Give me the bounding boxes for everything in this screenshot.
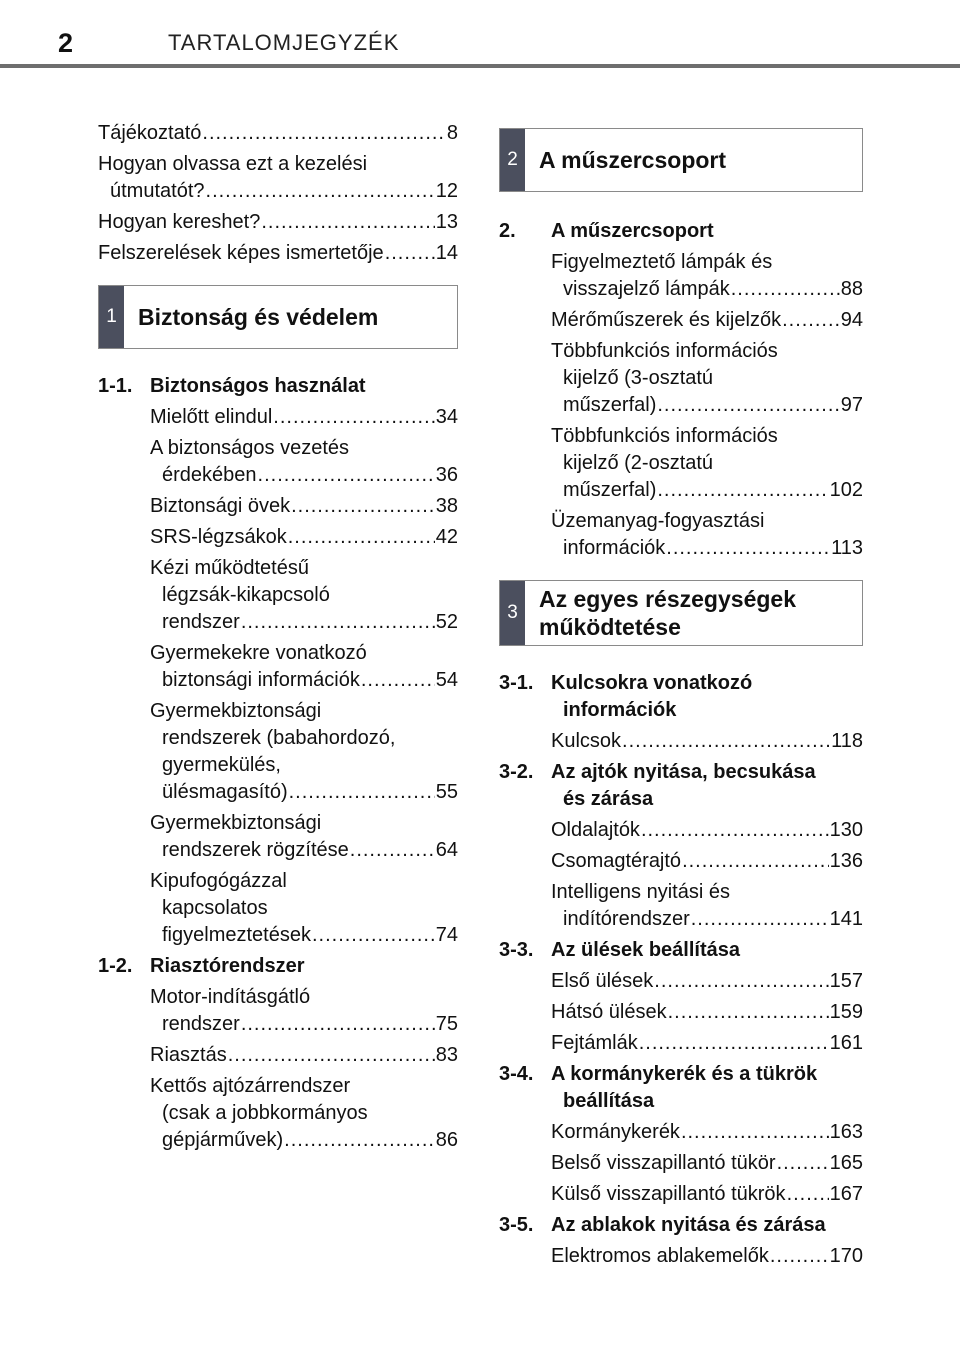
toc-entry-text: Gyermekbiztonsági xyxy=(150,812,322,834)
toc-entry[interactable] xyxy=(499,338,863,419)
dot-leader xyxy=(350,837,435,864)
toc-entry-text: figyelmeztetések xyxy=(162,924,311,946)
dot-leader xyxy=(291,493,435,520)
toc-entry[interactable] xyxy=(98,435,458,489)
toc-entry[interactable] xyxy=(499,879,863,933)
toc-page-number: 42 xyxy=(435,526,458,548)
toc-entry-text: Többfunkciós információs xyxy=(551,340,778,362)
chapter-title-line: Az egyes részegységek xyxy=(539,586,796,612)
dot-leader xyxy=(258,462,435,489)
toc-entry-text: Gyermekbiztonsági xyxy=(150,700,322,722)
section-title-line: Az ülések beállítása xyxy=(551,939,740,961)
toc-entry-text: visszajelző lámpák xyxy=(563,278,730,300)
toc-entry-row xyxy=(551,276,863,303)
chapter-title: Biztonság és védelem xyxy=(138,304,379,330)
dot-leader xyxy=(228,1042,435,1069)
toc-entry-text: Hogyan olvassa ezt a kezelési xyxy=(98,153,368,175)
toc-entry-text: Üzemanyag-fogyasztási xyxy=(551,510,765,532)
dot-leader xyxy=(202,120,445,147)
toc-entry-row xyxy=(551,848,863,875)
dot-leader xyxy=(691,906,829,933)
toc-entry-text: Hátsó ülések xyxy=(551,1001,667,1023)
toc-entry-row xyxy=(150,524,458,551)
toc-entry[interactable] xyxy=(499,249,863,303)
toc-entry-text: Biztonsági övek xyxy=(150,495,291,517)
toc-page-number: 64 xyxy=(435,839,458,861)
toc-entry[interactable] xyxy=(98,698,458,806)
toc-entry-text: Tájékoztató xyxy=(98,122,202,144)
toc-entry-text: Első ülések xyxy=(551,970,654,992)
section-title xyxy=(551,218,863,245)
toc-entry[interactable] xyxy=(98,524,458,551)
dot-leader xyxy=(639,1030,829,1057)
section-heading[interactable] xyxy=(98,953,458,980)
toc-page-number: 165 xyxy=(829,1152,863,1174)
section-number: 3-3. xyxy=(499,939,534,961)
section-title-line: A műszercsoport xyxy=(551,220,714,242)
toc-entry-text: kijelző (2-osztatú xyxy=(563,452,714,474)
toc-entry-text: Kézi működtetésű xyxy=(150,557,309,579)
header-divider xyxy=(0,64,960,68)
toc-entry-row xyxy=(150,1011,458,1038)
toc-entry-text: ülésmagasító) xyxy=(162,781,288,803)
toc-entry-row xyxy=(551,1030,863,1057)
toc-page-number: 12 xyxy=(435,180,458,202)
toc-entry-text: SRS-légzsákok xyxy=(150,526,287,548)
toc-entry-text: Kettős ajtózárrendszer xyxy=(150,1075,351,1097)
dot-leader xyxy=(622,728,830,755)
section-number: 1-1. xyxy=(98,375,133,397)
dot-leader xyxy=(731,276,840,303)
section-title xyxy=(150,373,458,400)
toc-entry-row xyxy=(551,535,863,562)
toc-entry-text: Felszerelések képes ismertetője xyxy=(98,242,384,264)
section-heading[interactable] xyxy=(98,373,458,400)
toc-entry-row xyxy=(150,779,458,806)
dot-leader xyxy=(654,968,828,995)
toc-entry-row xyxy=(150,404,458,431)
toc-entry-text: Csomagtérajtó xyxy=(551,850,682,872)
toc-entry-row xyxy=(150,922,458,949)
toc-entry-text: kijelző (3-osztatú xyxy=(563,367,714,389)
toc-page-number: 83 xyxy=(435,1044,458,1066)
section-title-line: beállítása xyxy=(563,1090,655,1112)
toc-page-number: 86 xyxy=(435,1129,458,1151)
section-heading[interactable] xyxy=(499,759,863,813)
section-number: 3-4. xyxy=(499,1063,534,1085)
chapter-heading-box[interactable] xyxy=(499,128,863,192)
dot-leader xyxy=(284,1127,435,1154)
toc-entry-row xyxy=(150,493,458,520)
toc-entry-text: műszerfal) xyxy=(563,394,657,416)
dot-leader xyxy=(641,817,829,844)
section-title xyxy=(551,937,863,964)
toc-page-number: 75 xyxy=(435,1013,458,1035)
toc-entry[interactable] xyxy=(98,984,458,1038)
chapter-heading-box[interactable] xyxy=(499,580,863,646)
dot-leader xyxy=(261,209,434,236)
section-title xyxy=(551,1212,863,1239)
toc-entry[interactable] xyxy=(98,868,458,949)
toc-entry-row xyxy=(551,1181,863,1208)
page-header xyxy=(0,0,960,66)
dot-leader xyxy=(657,392,839,419)
toc-entry-text: Oldalajtók xyxy=(551,819,640,841)
section-number: 2. xyxy=(499,220,516,242)
toc-entry[interactable] xyxy=(499,968,863,995)
page-title: TARTALOMJEGYZÉK xyxy=(168,30,400,55)
dot-leader xyxy=(273,404,434,431)
toc-entry-text: Mielőtt elindul xyxy=(150,406,273,428)
toc-entry-row xyxy=(150,609,458,636)
toc-entry-text: Fejtámlák xyxy=(551,1032,638,1054)
section-heading[interactable] xyxy=(499,1212,863,1239)
toc-entry-row xyxy=(150,1127,458,1154)
toc-entry[interactable] xyxy=(98,240,458,267)
toc-entry-text: gyermekülés, xyxy=(162,754,281,776)
toc-entry-row xyxy=(98,178,458,205)
section-title xyxy=(551,1061,863,1115)
dot-leader xyxy=(288,524,435,551)
toc-entry-text: rendszerek (babahordozó, xyxy=(162,727,396,749)
toc-entry-row xyxy=(551,968,863,995)
toc-page-number: 74 xyxy=(435,924,458,946)
toc-page-number: 97 xyxy=(840,394,863,416)
toc-entry-row xyxy=(551,477,863,504)
toc-page-number: 157 xyxy=(829,970,863,992)
toc-page-number: 159 xyxy=(829,1001,863,1023)
toc-entry-row xyxy=(98,120,458,147)
toc-entry[interactable] xyxy=(98,493,458,520)
section-title xyxy=(551,670,863,724)
toc-entry-text: légzsák-kikapcsoló xyxy=(162,584,330,606)
dot-leader xyxy=(385,240,435,267)
toc-entry-text: Kulcsok xyxy=(551,730,622,752)
section-heading[interactable] xyxy=(499,670,863,724)
toc-entry-row xyxy=(150,1042,458,1069)
toc-entry-row xyxy=(551,906,863,933)
dot-leader xyxy=(782,307,840,334)
dot-leader xyxy=(787,1181,829,1208)
toc-page-number: 102 xyxy=(829,479,863,501)
section-title xyxy=(150,953,458,980)
dot-leader xyxy=(361,667,435,694)
toc-entry[interactable] xyxy=(499,848,863,875)
dot-leader xyxy=(206,178,435,205)
toc-entry[interactable] xyxy=(499,1030,863,1057)
toc-entry[interactable] xyxy=(98,209,458,236)
section-title-line: Kulcsokra vonatkozó xyxy=(551,672,753,694)
section-number: 3-2. xyxy=(499,761,534,783)
toc-entry-text: Kormánykerék xyxy=(551,1121,680,1143)
toc-entry-row xyxy=(551,1243,863,1270)
toc-entry-row xyxy=(98,209,458,236)
toc-entry-text: Intelligens nyitási és xyxy=(551,881,730,903)
section-title-line: Riasztórendszer xyxy=(150,955,305,977)
chapter-number-tab: 3 xyxy=(500,581,525,645)
toc-entry-text: Többfunkciós információs xyxy=(551,425,778,447)
toc-entry-text: útmutatót? xyxy=(110,180,205,202)
toc-entry[interactable] xyxy=(499,423,863,504)
toc-page-number: 136 xyxy=(829,850,863,872)
toc-entry-row xyxy=(551,392,863,419)
toc-page-number: 14 xyxy=(435,242,458,264)
toc-entry-text: érdekében xyxy=(162,464,257,486)
toc-entry-text: Hogyan kereshet? xyxy=(98,211,261,233)
toc-entry-row xyxy=(551,1119,863,1146)
toc-entry-text: Riasztás xyxy=(150,1044,227,1066)
section-number: 3-5. xyxy=(499,1214,534,1236)
section-heading[interactable] xyxy=(499,218,863,245)
toc-entry[interactable] xyxy=(499,1119,863,1146)
section-title-line: Az ablakok nyitása és zárása xyxy=(551,1214,826,1236)
toc-entry-text: Elektromos ablakemelők xyxy=(551,1245,769,1267)
section-title-line: A kormánykerék és a tükrök xyxy=(551,1063,818,1085)
toc-entry-text: Mérőműszerek és kijelzők xyxy=(551,309,782,331)
toc-entry[interactable] xyxy=(98,1042,458,1069)
right-column xyxy=(499,128,863,1274)
chapter-title-line: működtetése xyxy=(539,614,681,640)
toc-entry-row xyxy=(551,1150,863,1177)
chapter-number-tab: 1 xyxy=(99,286,124,348)
toc-page-number: 8 xyxy=(446,122,458,144)
toc-entry[interactable] xyxy=(499,1243,863,1270)
toc-entry-text: műszerfal) xyxy=(563,479,657,501)
toc-page-number: 55 xyxy=(435,781,458,803)
toc-page-number: 161 xyxy=(829,1032,863,1054)
toc-page-number: 13 xyxy=(435,211,458,233)
toc-page-number: 88 xyxy=(840,278,863,300)
section-title-line: Az ajtók nyitása, becsukása xyxy=(551,761,816,783)
toc-entry-text: Motor-indításgátló xyxy=(150,986,311,1008)
toc-entry-text: biztonsági információk xyxy=(162,669,360,691)
toc-entry-row xyxy=(150,462,458,489)
toc-entry-text: rendszer xyxy=(162,1013,240,1035)
toc-entry-text: kapcsolatos xyxy=(162,897,268,919)
toc-entry[interactable] xyxy=(98,1073,458,1154)
toc-entry-text: rendszer xyxy=(162,611,240,633)
toc-page-number: 170 xyxy=(829,1245,863,1267)
toc-entry-row xyxy=(150,837,458,864)
toc-entry[interactable] xyxy=(98,640,458,694)
dot-leader xyxy=(668,999,829,1026)
section-title-line: információk xyxy=(563,699,677,721)
dot-leader xyxy=(770,1243,829,1270)
toc-entry-text: indítórendszer xyxy=(563,908,690,930)
toc-entry-row xyxy=(98,240,458,267)
chapter-heading-box[interactable] xyxy=(98,285,458,349)
toc-page-number: 113 xyxy=(831,537,863,559)
toc-page-number: 94 xyxy=(840,309,863,331)
toc-entry[interactable] xyxy=(499,1150,863,1177)
toc-page-number: 141 xyxy=(829,908,863,930)
section-title-line: és zárása xyxy=(563,788,654,810)
left-column xyxy=(98,120,458,1158)
toc-entry-text: Figyelmeztető lámpák és xyxy=(551,251,773,273)
toc-entry-row xyxy=(551,999,863,1026)
chapter-number-tab: 2 xyxy=(500,129,525,191)
chapter-title: A műszercsoport xyxy=(539,147,727,173)
toc-entry[interactable] xyxy=(499,307,863,334)
toc-entry-row xyxy=(150,667,458,694)
toc-entry[interactable] xyxy=(499,1181,863,1208)
toc-entry-row xyxy=(551,817,863,844)
toc-entry-text: Külső visszapillantó tükrök xyxy=(551,1183,786,1205)
toc-entry-text: gépjárművek) xyxy=(162,1129,284,1151)
toc-page-number: 118 xyxy=(831,730,863,752)
toc-page-number: 130 xyxy=(829,819,863,841)
toc-entry-row xyxy=(551,307,863,334)
toc-entry-text: (csak a jobbkormányos xyxy=(162,1102,368,1124)
toc-entry-row xyxy=(551,728,863,755)
toc-entry-text: Kipufogógázzal xyxy=(150,870,287,892)
toc-entry[interactable] xyxy=(98,404,458,431)
toc-page-number: 38 xyxy=(435,495,458,517)
section-number: 3-1. xyxy=(499,672,534,694)
dot-leader xyxy=(657,477,828,504)
dot-leader xyxy=(312,922,435,949)
toc-entry[interactable] xyxy=(499,999,863,1026)
page-number: 2 xyxy=(58,28,74,58)
section-heading[interactable] xyxy=(499,937,863,964)
toc-page-number: 36 xyxy=(435,464,458,486)
dot-leader xyxy=(682,848,829,875)
toc-page-number: 34 xyxy=(435,406,458,428)
toc-page-number: 54 xyxy=(435,669,458,691)
dot-leader xyxy=(666,535,830,562)
toc-entry[interactable] xyxy=(98,151,458,205)
section-number: 1-2. xyxy=(98,955,133,977)
dot-leader xyxy=(681,1119,829,1146)
toc-entry[interactable] xyxy=(499,728,863,755)
dot-leader xyxy=(241,1011,435,1038)
section-heading[interactable] xyxy=(499,1061,863,1115)
toc-entry-text: rendszerek rögzítése xyxy=(162,839,349,861)
toc-entry[interactable] xyxy=(98,810,458,864)
dot-leader xyxy=(777,1150,829,1177)
toc-entry[interactable] xyxy=(499,508,863,562)
toc-page-number: 163 xyxy=(829,1121,863,1143)
toc-entry[interactable] xyxy=(98,120,458,147)
toc-entry[interactable] xyxy=(499,817,863,844)
dot-leader xyxy=(289,779,435,806)
toc-entry-text: információk xyxy=(563,537,666,559)
section-title xyxy=(551,759,863,813)
chapter-title xyxy=(525,581,862,645)
toc-page-number: 167 xyxy=(829,1183,863,1205)
toc-entry-text: A biztonságos vezetés xyxy=(150,437,350,459)
section-title-line: Biztonságos használat xyxy=(150,375,366,397)
toc-entry-text: Gyermekekre vonatkozó xyxy=(150,642,367,664)
dot-leader xyxy=(241,609,435,636)
toc-entry-text: Belső visszapillantó tükör xyxy=(551,1152,776,1174)
toc-page-number: 52 xyxy=(435,611,458,633)
toc-entry[interactable] xyxy=(98,555,458,636)
